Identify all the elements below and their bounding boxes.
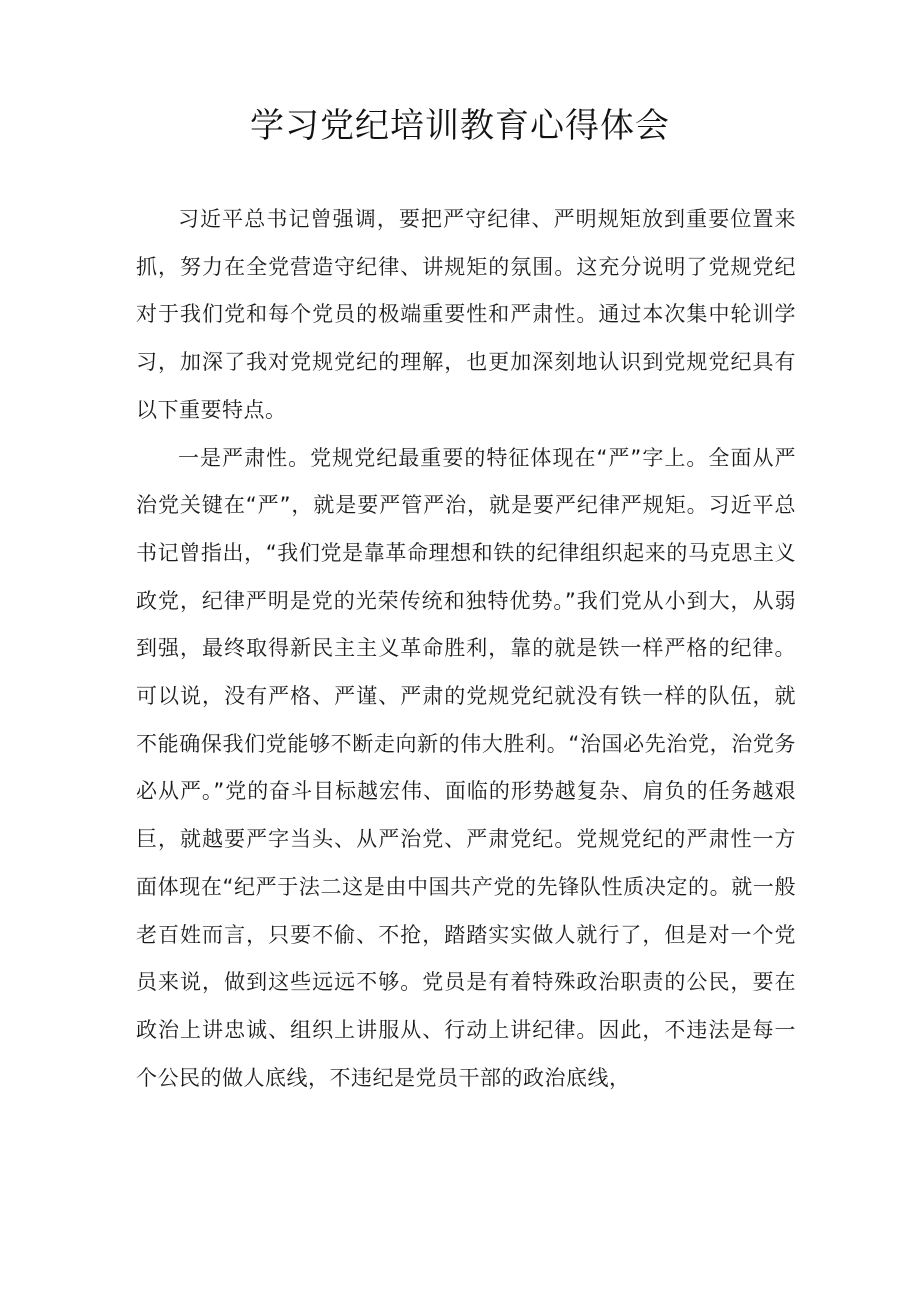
document-body [136,196,796,1102]
paragraph-intro: 习近平总书记曾强调，要把严守纪律、严明规矩放到重要位置来抓，努力在全党营造守纪律、讲规矩的氛围。这充分说明了党规党纪对于我们党和每个党员的极端重要性和严肃性。通过本次集中轮训学习，加深了我对党规党纪的理解，也更加深刻地认识到党规党纪具有以下重要特点。 [136,207,796,422]
paragraph-seriousness: 一是严肃性。党规党纪最重要的特征体现在“严”字上。全面从严治党关键在“严”，就是要严管严治，就是要严纪律严规矩。习近平总书记曾指出，“我们党是靠革命理想和铁的纪律组织起来的马克思主义政党，纪律严明是党的光荣传统和独特优势。”我们党从小到大，从弱到强，最终取得新民主主义革命胜利，靠的就是铁一样严格的纪律。可以说，没有严格、严谨、严肃的党规党纪就没有铁一样的队伍，就不能确保我们党能够不断走向新的伟大胜利。“治国必先治党，治党务必从严。”党的奋斗目标越宏伟、面临的形势越复杂、肩负的任务越艰巨，就越要严字当头、从严治党、严肃党纪。党规党纪的严肃性一方面体现在“纪严于法二这是由中国共产党的先锋队性质决定的。就一般老百姓而言，只要不偷、不抢，踏踏实实做人就行了，但是对一个党员来说，做到这些远远不够。党员是有着特殊政治职责的公民，要在政治上讲忠诚、组织上讲服从、行动上讲纪律。因此，不违法是每一个公民的做人底线，不违纪是党员干部的政治底线， [136,445,796,1090]
document-title: 学习党纪培训教育心得体会 [250,106,670,146]
